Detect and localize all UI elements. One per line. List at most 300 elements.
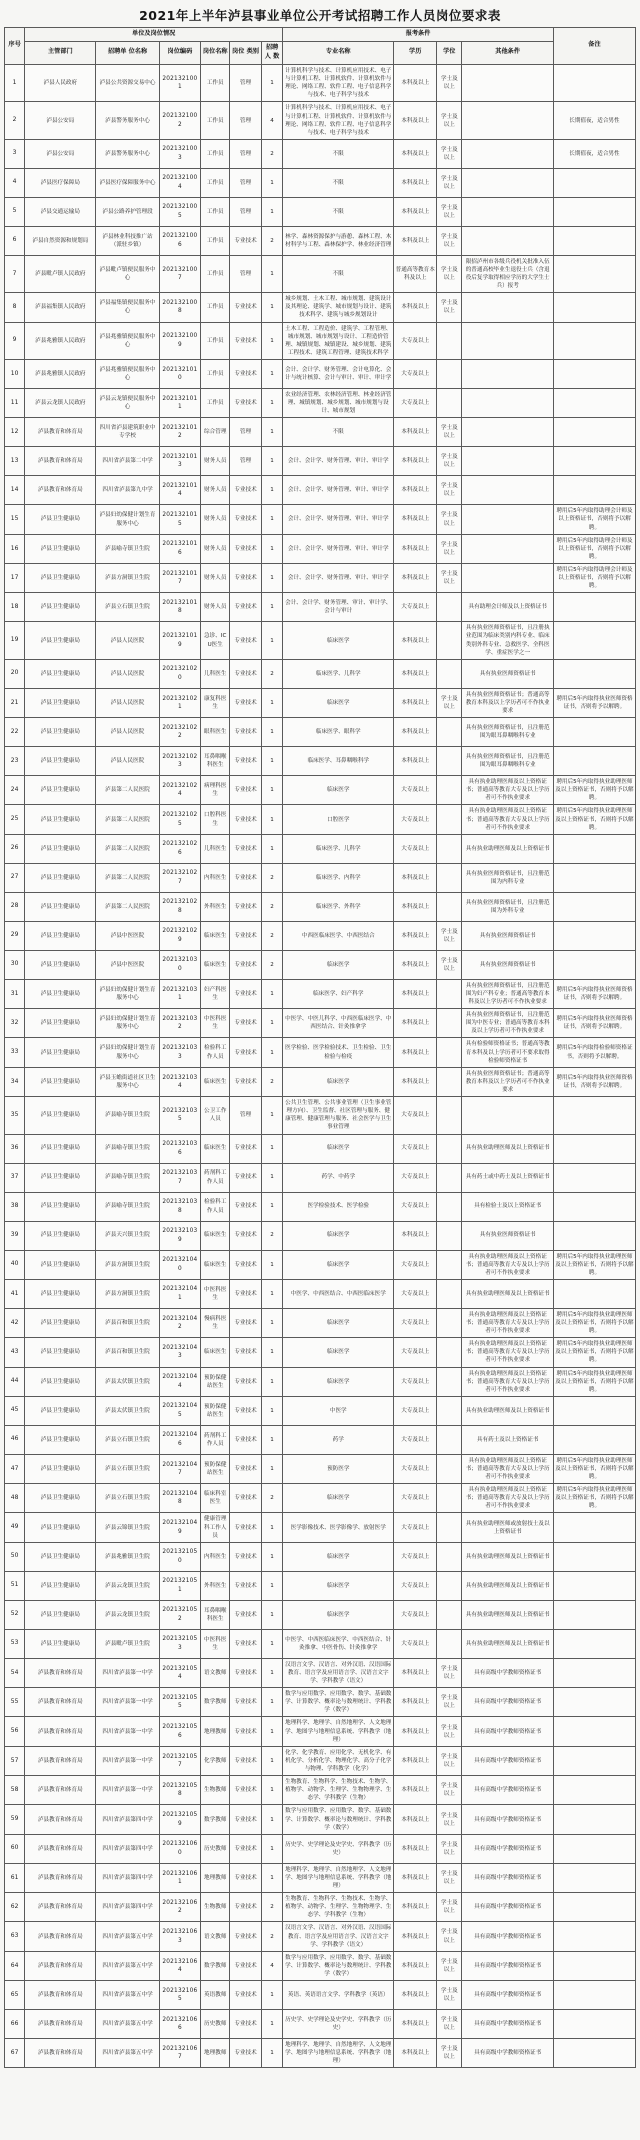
cell-major: 中医学、中西医临床医学、中西医结合、针灸推拿、中医骨伤、针灸推拿学	[283, 1629, 394, 1658]
cell-edu: 本科及以上	[394, 892, 437, 921]
cell-other: 具有高级中学教师资格证书	[462, 1688, 553, 1717]
cell-count: 1	[261, 1396, 282, 1425]
cell-code: 2021321044	[159, 1367, 201, 1396]
cell-count: 1	[261, 1009, 282, 1038]
cell-major: 地理科学、地理学、自然地理学、人文地理学、地图学与地理信息系统、学科教学（地理）	[283, 1863, 394, 1892]
cell-title: 康复科医生	[201, 688, 230, 717]
cell-unit: 泸县中医医院	[96, 950, 159, 979]
cell-code: 2021321011	[159, 389, 201, 418]
cell-unit: 泸县喻寺镇卫生院	[96, 1134, 159, 1163]
cell-type: 专业技术	[230, 718, 262, 747]
cell-other: 限招泸州市各级兵役机关批准入伍的普通高校毕业生退役士兵（含退役后复学取得相应学历的大学生士兵）报考	[462, 255, 553, 292]
cell-type: 专业技术	[230, 1038, 262, 1067]
cell-edu: 本科及以上	[394, 1922, 437, 1951]
cell-other: 具有高级中学教师资格证书	[462, 1658, 553, 1687]
cell-dept: 泸县卫生健康局	[25, 1221, 96, 1250]
cell-degree	[437, 1425, 462, 1454]
cell-type: 专业技术	[230, 1221, 262, 1250]
table-row	[5, 322, 636, 359]
cell-title: 药剂科工作人员	[201, 1163, 230, 1192]
cell-degree	[437, 776, 462, 805]
cell-edu: 大专及以上	[394, 1542, 437, 1571]
table-row	[5, 1396, 636, 1425]
cell-edu: 本科及以上	[394, 293, 437, 322]
cell-other	[462, 139, 553, 168]
cell-type: 专业技术	[230, 776, 262, 805]
table-row	[5, 255, 636, 292]
cell-remark	[553, 1097, 635, 1134]
cell-no: 4	[5, 168, 25, 197]
cell-edu: 本科及以上	[394, 1717, 437, 1746]
cell-dept: 泸县教育和体育局	[25, 1922, 96, 1951]
cell-dept: 泸县教育和体育局	[25, 418, 96, 447]
cell-other: 具有执业助理医师及以上资格证书；普通高等教育大专及以上学历者可不作执业要求	[462, 805, 553, 834]
cell-degree	[437, 1009, 462, 1038]
cell-no: 19	[5, 622, 25, 659]
cell-dept: 泸县卫生健康局	[25, 1513, 96, 1542]
cell-type: 专业技术	[230, 1571, 262, 1600]
table-row	[5, 1922, 636, 1951]
cell-other: 具有高级中学教师资格证书	[462, 1863, 553, 1892]
cell-no: 18	[5, 593, 25, 622]
cell-major: 会计、会计学、财务管理、审计、审计学	[283, 476, 394, 505]
cell-unit: 泸县毗卢镇便民服务中心	[96, 255, 159, 292]
cell-count: 2	[261, 659, 282, 688]
cell-major: 数学与应用数学、应用数学、数学、基础数学、计算数学、概率论与数理统计、学科教学（数学）	[283, 1805, 394, 1834]
cell-unit: 四川省泸县第一中学	[96, 1688, 159, 1717]
cell-code: 2021321031	[159, 979, 201, 1008]
cell-no: 2	[5, 102, 25, 139]
cell-degree: 学士及以上	[437, 1893, 462, 1922]
cell-remark	[553, 360, 635, 389]
cell-code: 2021321025	[159, 805, 201, 834]
cell-title: 检验科工作人员	[201, 1038, 230, 1067]
cell-remark	[553, 1571, 635, 1600]
cell-unit: 泸县毗卢镇卫生院	[96, 1629, 159, 1658]
cell-title: 工作员	[201, 360, 230, 389]
cell-code: 2021321032	[159, 1009, 201, 1038]
cell-remark	[553, 447, 635, 476]
cell-degree: 学士及以上	[437, 505, 462, 534]
cell-type: 专业技术	[230, 534, 262, 563]
cell-type: 管理	[230, 168, 262, 197]
cell-edu: 本科及以上	[394, 1951, 437, 1980]
cell-no: 11	[5, 389, 25, 418]
cell-other: 具有执业医师资格证书；普通高等教育本科及以上学历者可不作执业要求	[462, 1067, 553, 1096]
cell-major: 临床医学	[283, 1308, 394, 1337]
cell-no: 60	[5, 1834, 25, 1863]
cell-title: 内科医生	[201, 1542, 230, 1571]
cell-title: 英语教师	[201, 1981, 230, 2010]
cell-edu: 本科及以上	[394, 197, 437, 226]
cell-dept: 泸县教育和体育局	[25, 2010, 96, 2039]
cell-title: 工作员	[201, 293, 230, 322]
cell-other: 具有高级中学教师资格证书	[462, 1776, 553, 1805]
cell-other: 具有执业助理医师及以上资格证书；普通高等教育大专及以上学历者可不作执业要求	[462, 776, 553, 805]
header-dept: 主管部门	[25, 41, 96, 64]
cell-type: 专业技术	[230, 921, 262, 950]
cell-type: 专业技术	[230, 892, 262, 921]
cell-other: 具有执业助理医师及以上资格证书	[462, 1542, 553, 1571]
cell-no: 56	[5, 1717, 25, 1746]
cell-unit: 四川省泸县第九中学	[96, 476, 159, 505]
cell-title: 中医科医生	[201, 1279, 230, 1308]
cell-degree	[437, 1367, 462, 1396]
cell-no: 40	[5, 1250, 25, 1279]
cell-count: 1	[261, 1308, 282, 1337]
cell-degree	[437, 360, 462, 389]
cell-no: 3	[5, 139, 25, 168]
cell-other	[462, 197, 553, 226]
cell-type: 专业技术	[230, 834, 262, 863]
table-row	[5, 1600, 636, 1629]
cell-code: 2021321065	[159, 1981, 201, 2010]
cell-title: 财务人员	[201, 564, 230, 593]
cell-degree: 学士及以上	[437, 293, 462, 322]
cell-type: 专业技术	[230, 2010, 262, 2039]
cell-title: 工作员	[201, 226, 230, 255]
table-row	[5, 1279, 636, 1308]
cell-type: 管理	[230, 139, 262, 168]
cell-title: 生物教师	[201, 1776, 230, 1805]
cell-count: 1	[261, 1279, 282, 1308]
cell-unit: 四川省泸县第一中学	[96, 1717, 159, 1746]
cell-code: 2021321021	[159, 688, 201, 717]
cell-no: 61	[5, 1863, 25, 1892]
cell-count: 1	[261, 360, 282, 389]
cell-title: 临床科室医生	[201, 1484, 230, 1513]
cell-count: 2	[261, 1893, 282, 1922]
cell-code: 2021321043	[159, 1338, 201, 1367]
cell-type: 专业技术	[230, 505, 262, 534]
table-row	[5, 226, 636, 255]
cell-edu: 本科及以上	[394, 1893, 437, 1922]
cell-other	[462, 564, 553, 593]
cell-edu: 本科及以上	[394, 747, 437, 776]
cell-unit: 泸县立石镇卫生院	[96, 1425, 159, 1454]
cell-title: 预防保健站医生	[201, 1454, 230, 1483]
cell-dept: 泸县卫生健康局	[25, 892, 96, 921]
cell-remark	[553, 293, 635, 322]
cell-dept: 泸县教育和体育局	[25, 447, 96, 476]
cell-major: 会计、会计学、财务管理、审计、审计学	[283, 447, 394, 476]
cell-remark	[553, 2039, 635, 2068]
cell-edu: 本科及以上	[394, 2039, 437, 2068]
table-row	[5, 2039, 636, 2068]
cell-edu: 本科及以上	[394, 1981, 437, 2010]
table-row	[5, 863, 636, 892]
cell-title: 临床医生	[201, 950, 230, 979]
cell-other: 具有执业助理医师及以上资格证书；普通高等教育大专及以上学历者可不作执业要求	[462, 1250, 553, 1279]
cell-type: 专业技术	[230, 805, 262, 834]
cell-remark: 聘用后5年内取得执业医师资格证书，否则将予以解聘。	[553, 1067, 635, 1096]
cell-dept: 泸县卫生健康局	[25, 1571, 96, 1600]
cell-other: 具有执业医师资格证书，且注册范围为眼耳鼻咽喉科专业	[462, 747, 553, 776]
cell-title: 口腔科医生	[201, 805, 230, 834]
cell-major: 临床医学、妇产科学	[283, 979, 394, 1008]
cell-title: 财务人员	[201, 534, 230, 563]
cell-title: 工作员	[201, 139, 230, 168]
cell-title: 耳鼻咽喉科医生	[201, 1600, 230, 1629]
cell-degree: 学士及以上	[437, 168, 462, 197]
page-title: 2021年上半年泸县事业单位公开考试招聘工作人员岗位要求表	[139, 8, 501, 23]
cell-type: 专业技术	[230, 1484, 262, 1513]
cell-count: 2	[261, 892, 282, 921]
cell-code: 2021321019	[159, 622, 201, 659]
cell-remark	[553, 1776, 635, 1805]
table-row	[5, 659, 636, 688]
cell-no: 12	[5, 418, 25, 447]
cell-type: 专业技术	[230, 950, 262, 979]
cell-title: 数学教师	[201, 1805, 230, 1834]
cell-count: 2	[261, 226, 282, 255]
cell-remark	[553, 1425, 635, 1454]
cell-major: 土木工程、工程造价、建筑学、工程管理、城市规划、城市规划与设计、工程造价管理、城镇规划、城镇建设、城乡规划、建筑工程技术、建筑工程管理、建筑技术科学	[283, 322, 394, 359]
cell-title: 病理科医生	[201, 776, 230, 805]
table-row	[5, 622, 636, 659]
table-row	[5, 1863, 636, 1892]
cell-other: 具有执业医师资格证书	[462, 921, 553, 950]
cell-edu: 本科及以上	[394, 1688, 437, 1717]
cell-code: 2021321016	[159, 534, 201, 563]
cell-type: 专业技术	[230, 593, 262, 622]
cell-code: 2021321036	[159, 1134, 201, 1163]
cell-no: 25	[5, 805, 25, 834]
cell-remark	[553, 1513, 635, 1542]
cell-count: 1	[261, 293, 282, 322]
cell-remark	[553, 1600, 635, 1629]
cell-dept: 泸县教育和体育局	[25, 1834, 96, 1863]
cell-unit: 泸县云龙镇卫生院	[96, 1600, 159, 1629]
cell-no: 15	[5, 505, 25, 534]
cell-count: 4	[261, 102, 282, 139]
table-row	[5, 1776, 636, 1805]
cell-dept: 泸县教育和体育局	[25, 1688, 96, 1717]
cell-edu: 大专及以上	[394, 1425, 437, 1454]
cell-count: 1	[261, 688, 282, 717]
cell-degree: 学士及以上	[437, 1981, 462, 2010]
cell-type: 专业技术	[230, 564, 262, 593]
cell-dept: 泸县卫生健康局	[25, 1038, 96, 1067]
cell-no: 51	[5, 1571, 25, 1600]
cell-edu: 本科及以上	[394, 476, 437, 505]
cell-edu: 大专及以上	[394, 389, 437, 418]
cell-edu: 大专及以上	[394, 805, 437, 834]
cell-unit: 泸县喻寺镇卫生院	[96, 1097, 159, 1134]
cell-dept: 泸县自然资源和规划局	[25, 226, 96, 255]
cell-edu: 大专及以上	[394, 360, 437, 389]
cell-count: 2	[261, 950, 282, 979]
cell-unit: 四川省泸县建筑职业中专学校	[96, 418, 159, 447]
cell-dept: 泸县卫生健康局	[25, 1629, 96, 1658]
cell-code: 2021321026	[159, 834, 201, 863]
cell-dept: 泸县教育和体育局	[25, 1658, 96, 1687]
cell-code: 2021321067	[159, 2039, 201, 2068]
cell-remark	[553, 718, 635, 747]
cell-unit: 泸县第二人民医院	[96, 805, 159, 834]
cell-code: 2021321022	[159, 718, 201, 747]
cell-title: 财务人员	[201, 476, 230, 505]
cell-title: 公卫工作人员	[201, 1097, 230, 1134]
cell-unit: 泸县云锦镇卫生院	[96, 1513, 159, 1542]
cell-title: 临床医生	[201, 1134, 230, 1163]
cell-major: 不限	[283, 197, 394, 226]
cell-unit: 泸县兆雅镇卫生院	[96, 1542, 159, 1571]
cell-other: 具有执业助理医师及以上资格证书	[462, 1629, 553, 1658]
cell-other: 具有执业医师资格证书，且注册执业范围为临床类别内科专业、临床类别外科专业、急救医学、全科医学、重症医学之一	[462, 622, 553, 659]
cell-unit: 泸县妇幼保健计划生育服务中心	[96, 1038, 159, 1067]
cell-code: 2021321029	[159, 921, 201, 950]
table-row	[5, 1221, 636, 1250]
cell-edu: 本科及以上	[394, 226, 437, 255]
table-row	[5, 1192, 636, 1221]
cell-edu: 本科及以上	[394, 659, 437, 688]
cell-unit: 泸县立石镇卫生院	[96, 1454, 159, 1483]
cell-dept: 泸县卫生健康局	[25, 1163, 96, 1192]
cell-major: 临床医学	[283, 1338, 394, 1367]
cell-dept: 泸县教育和体育局	[25, 1951, 96, 1980]
cell-major: 农业经济管理、农林经济管理、林业经济管理、城镇规划、城乡规划、城市规划与设计、城市规划	[283, 389, 394, 418]
document-sheet	[2, 0, 638, 2072]
table-row	[5, 805, 636, 834]
cell-title: 临床医生	[201, 1067, 230, 1096]
table-row	[5, 892, 636, 921]
cell-code: 2021321039	[159, 1221, 201, 1250]
cell-remark: 长期值夜，适合男性	[553, 139, 635, 168]
cell-title: 历史教师	[201, 2010, 230, 2039]
recruitment-table	[4, 27, 636, 2068]
header-type: 岗位 类别	[230, 41, 262, 64]
cell-other: 具有执业医师资格证书，且注册范围为内科专业	[462, 863, 553, 892]
cell-title: 检验科工作人员	[201, 1192, 230, 1221]
cell-remark: 聘用后5年内取得执业助理医师及以上资格证书，否则将予以解聘。	[553, 1484, 635, 1513]
cell-code: 2021321049	[159, 1513, 201, 1542]
cell-dept: 泸县教育和体育局	[25, 1746, 96, 1775]
cell-no: 34	[5, 1067, 25, 1096]
cell-other: 具有执业助理医师或放射技士及以上资格证书	[462, 1513, 553, 1542]
cell-major: 临床医学、眼科学	[283, 718, 394, 747]
cell-degree	[437, 892, 462, 921]
table-row	[5, 2010, 636, 2039]
header-title: 岗位名称	[201, 41, 230, 64]
table-row	[5, 534, 636, 563]
cell-degree	[437, 1163, 462, 1192]
cell-count: 1	[261, 418, 282, 447]
cell-dept: 泸县卫生健康局	[25, 979, 96, 1008]
cell-remark: 聘用后5年内取得执业医师资格证书，否则将予以解聘。	[553, 688, 635, 717]
table-row	[5, 64, 636, 101]
cell-count: 1	[261, 1097, 282, 1134]
table-row	[5, 1893, 636, 1922]
cell-no: 30	[5, 950, 25, 979]
cell-code: 2021321062	[159, 1893, 201, 1922]
cell-remark: 聘用后5年内取得执业助理医师及以上资格证书，否则将予以解聘。	[553, 1250, 635, 1279]
cell-remark: 聘用后5年内取得助理会计师及以上资格证书，否则将予以解聘。	[553, 564, 635, 593]
cell-major: 临床医学	[283, 1542, 394, 1571]
table-row	[5, 1951, 636, 1980]
cell-edu: 大专及以上	[394, 1192, 437, 1221]
cell-type: 专业技术	[230, 1279, 262, 1308]
table-row	[5, 1542, 636, 1571]
cell-major: 化学、化学教育、应用化学、无机化学、有机化学、分析化学、物理化学、高分子化学与物理、学科教学（化学）	[283, 1746, 394, 1775]
cell-edu: 本科及以上	[394, 1067, 437, 1096]
cell-remark	[553, 1134, 635, 1163]
cell-type: 专业技术	[230, 322, 262, 359]
cell-remark: 聘用后5年内取得执业医师资格证书，否则将予以解聘。	[553, 1009, 635, 1038]
cell-degree: 学士及以上	[437, 102, 462, 139]
cell-dept: 泸县卫生健康局	[25, 1338, 96, 1367]
cell-degree	[437, 593, 462, 622]
cell-title: 语文教师	[201, 1922, 230, 1951]
cell-type: 管理	[230, 255, 262, 292]
table-row	[5, 197, 636, 226]
table-row	[5, 418, 636, 447]
cell-edu: 普通高等教育本科及以上	[394, 255, 437, 292]
cell-other: 具有高级中学教师资格证书	[462, 1805, 553, 1834]
cell-edu: 本科及以上	[394, 102, 437, 139]
cell-unit: 泸县妇幼保健计划生育服务中心	[96, 1009, 159, 1038]
cell-edu: 大专及以上	[394, 1163, 437, 1192]
cell-remark	[553, 389, 635, 418]
cell-no: 67	[5, 2039, 25, 2068]
cell-degree	[437, 805, 462, 834]
cell-count: 1	[261, 1425, 282, 1454]
cell-type: 专业技术	[230, 2039, 262, 2068]
table-row	[5, 1067, 636, 1096]
cell-count: 1	[261, 168, 282, 197]
cell-degree	[437, 659, 462, 688]
cell-code: 2021321050	[159, 1542, 201, 1571]
cell-other: 具有执业助理医师及以上资格证书；普通高等教育大专及以上学历者可不作执业要求	[462, 1454, 553, 1483]
cell-remark	[553, 834, 635, 863]
cell-degree	[437, 1308, 462, 1337]
cell-title: 工作员	[201, 255, 230, 292]
cell-unit: 四川省泸县第二中学	[96, 447, 159, 476]
cell-count: 1	[261, 2039, 282, 2068]
cell-type: 管理	[230, 64, 262, 101]
cell-other	[462, 226, 553, 255]
cell-no: 6	[5, 226, 25, 255]
table-row	[5, 747, 636, 776]
cell-type: 管理	[230, 102, 262, 139]
cell-edu: 大专及以上	[394, 1308, 437, 1337]
cell-unit: 泸县云龙镇卫生院	[96, 1571, 159, 1600]
cell-no: 41	[5, 1279, 25, 1308]
cell-type: 专业技术	[230, 1629, 262, 1658]
table-row	[5, 1571, 636, 1600]
cell-count: 1	[261, 505, 282, 534]
cell-major: 临床医学	[283, 688, 394, 717]
cell-type: 专业技术	[230, 1067, 262, 1096]
cell-count: 1	[261, 1600, 282, 1629]
cell-other	[462, 102, 553, 139]
cell-other	[462, 389, 553, 418]
cell-dept: 泸县卫生健康局	[25, 718, 96, 747]
cell-major: 不限	[283, 139, 394, 168]
cell-type: 专业技术	[230, 1425, 262, 1454]
cell-dept: 泸县卫生健康局	[25, 863, 96, 892]
cell-type: 专业技术	[230, 1513, 262, 1542]
cell-code: 2021321014	[159, 476, 201, 505]
cell-edu: 本科及以上	[394, 1038, 437, 1067]
cell-other: 具有高级中学教师资格证书	[462, 1717, 553, 1746]
cell-type: 专业技术	[230, 293, 262, 322]
cell-major: 药学、中药学	[283, 1163, 394, 1192]
header-unit: 招聘单 位名称	[96, 41, 159, 64]
cell-dept: 泸县卫生健康局	[25, 1250, 96, 1279]
cell-edu: 本科及以上	[394, 921, 437, 950]
cell-edu: 本科及以上	[394, 1221, 437, 1250]
